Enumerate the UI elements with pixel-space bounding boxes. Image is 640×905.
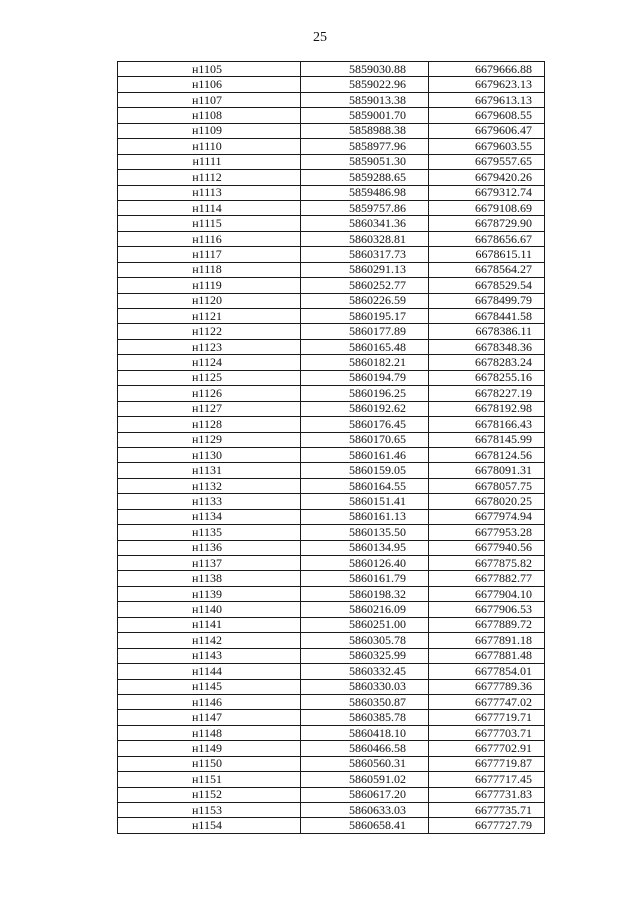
point-id-cell: н1147 xyxy=(118,710,301,725)
point-id-cell: н1129 xyxy=(118,432,301,447)
table-row xyxy=(118,216,545,231)
point-id-cell: н1145 xyxy=(118,679,301,694)
y-coordinate-cell: 6678124.56 xyxy=(429,447,545,462)
x-coordinate-cell: 5860126.40 xyxy=(301,556,429,571)
y-coordinate-cell: 6677854.01 xyxy=(429,664,545,679)
y-coordinate-cell: 6678656.67 xyxy=(429,231,545,246)
y-coordinate-cell: 6677719.87 xyxy=(429,756,545,771)
table-row xyxy=(118,293,545,308)
x-coordinate-cell: 5860198.32 xyxy=(301,586,429,601)
table-row xyxy=(118,108,545,123)
table-row xyxy=(118,710,545,725)
y-coordinate-cell: 6679312.74 xyxy=(429,185,545,200)
y-coordinate-cell: 6678499.79 xyxy=(429,293,545,308)
point-id-cell: н1149 xyxy=(118,741,301,756)
y-coordinate-cell: 6679623.13 xyxy=(429,77,545,92)
y-coordinate-cell: 6677735.71 xyxy=(429,803,545,818)
table-row xyxy=(118,725,545,740)
y-coordinate-cell: 6677940.56 xyxy=(429,540,545,555)
x-coordinate-cell: 5860332.45 xyxy=(301,664,429,679)
table-row xyxy=(118,617,545,632)
point-id-cell: н1128 xyxy=(118,417,301,432)
y-coordinate-cell: 6679606.47 xyxy=(429,123,545,138)
point-id-cell: н1105 xyxy=(118,62,301,77)
y-coordinate-cell: 6677875.82 xyxy=(429,556,545,571)
x-coordinate-cell: 5860317.73 xyxy=(301,247,429,262)
x-coordinate-cell: 5860466.58 xyxy=(301,741,429,756)
y-coordinate-cell: 6677953.28 xyxy=(429,525,545,540)
x-coordinate-cell: 5860330.03 xyxy=(301,679,429,694)
x-coordinate-cell: 5860385.78 xyxy=(301,710,429,725)
table-row xyxy=(118,432,545,447)
y-coordinate-cell: 6678386.11 xyxy=(429,324,545,339)
y-coordinate-cell: 6678564.27 xyxy=(429,262,545,277)
point-id-cell: н1134 xyxy=(118,509,301,524)
table-row xyxy=(118,154,545,169)
y-coordinate-cell: 6677889.72 xyxy=(429,617,545,632)
table-row xyxy=(118,447,545,462)
table-row xyxy=(118,370,545,385)
y-coordinate-cell: 6678192.98 xyxy=(429,401,545,416)
table-row xyxy=(118,401,545,416)
point-id-cell: н1106 xyxy=(118,77,301,92)
table-row xyxy=(118,571,545,586)
point-id-cell: н1131 xyxy=(118,463,301,478)
table-row xyxy=(118,200,545,215)
y-coordinate-cell: 6677891.18 xyxy=(429,633,545,648)
x-coordinate-cell: 5860177.89 xyxy=(301,324,429,339)
table-row xyxy=(118,185,545,200)
point-id-cell: н1121 xyxy=(118,309,301,324)
table-row xyxy=(118,123,545,138)
x-coordinate-cell: 5860135.50 xyxy=(301,525,429,540)
table-row xyxy=(118,648,545,663)
table-row xyxy=(118,463,545,478)
table-row xyxy=(118,540,545,555)
table-row xyxy=(118,262,545,277)
point-id-cell: н1138 xyxy=(118,571,301,586)
point-id-cell: н1141 xyxy=(118,617,301,632)
x-coordinate-cell: 5860176.45 xyxy=(301,417,429,432)
x-coordinate-cell: 5860216.09 xyxy=(301,602,429,617)
x-coordinate-cell: 5860161.79 xyxy=(301,571,429,586)
table-row xyxy=(118,756,545,771)
table-row xyxy=(118,339,545,354)
point-id-cell: н1123 xyxy=(118,339,301,354)
table-row xyxy=(118,324,545,339)
point-id-cell: н1150 xyxy=(118,756,301,771)
point-id-cell: н1144 xyxy=(118,664,301,679)
point-id-cell: н1120 xyxy=(118,293,301,308)
x-coordinate-cell: 5860182.21 xyxy=(301,355,429,370)
table-row xyxy=(118,586,545,601)
point-id-cell: н1126 xyxy=(118,386,301,401)
point-id-cell: н1132 xyxy=(118,478,301,493)
y-coordinate-cell: 6678020.25 xyxy=(429,494,545,509)
table-row xyxy=(118,556,545,571)
x-coordinate-cell: 5859051.30 xyxy=(301,154,429,169)
table-row xyxy=(118,92,545,107)
point-id-cell: н1119 xyxy=(118,278,301,293)
y-coordinate-cell: 6677702.91 xyxy=(429,741,545,756)
y-coordinate-cell: 6678057.75 xyxy=(429,478,545,493)
table-row xyxy=(118,633,545,648)
y-coordinate-cell: 6679613.13 xyxy=(429,92,545,107)
x-coordinate-cell: 5858977.96 xyxy=(301,139,429,154)
point-id-cell: н1135 xyxy=(118,525,301,540)
y-coordinate-cell: 6678145.99 xyxy=(429,432,545,447)
y-coordinate-cell: 6678529.54 xyxy=(429,278,545,293)
x-coordinate-cell: 5860251.00 xyxy=(301,617,429,632)
y-coordinate-cell: 6677789.36 xyxy=(429,679,545,694)
y-coordinate-cell: 6677703.71 xyxy=(429,725,545,740)
x-coordinate-cell: 5860165.48 xyxy=(301,339,429,354)
table-row xyxy=(118,772,545,787)
x-coordinate-cell: 5860170.65 xyxy=(301,432,429,447)
table-row xyxy=(118,170,545,185)
x-coordinate-cell: 5859288.65 xyxy=(301,170,429,185)
table-row xyxy=(118,664,545,679)
point-id-cell: н1140 xyxy=(118,602,301,617)
point-id-cell: н1137 xyxy=(118,556,301,571)
x-coordinate-cell: 5860196.25 xyxy=(301,386,429,401)
point-id-cell: н1113 xyxy=(118,185,301,200)
table-row xyxy=(118,417,545,432)
point-id-cell: н1151 xyxy=(118,772,301,787)
y-coordinate-cell: 6677727.79 xyxy=(429,818,545,833)
y-coordinate-cell: 6677974.94 xyxy=(429,509,545,524)
table-row xyxy=(118,602,545,617)
x-coordinate-cell: 5860325.99 xyxy=(301,648,429,663)
table-row xyxy=(118,787,545,802)
x-coordinate-cell: 5860560.31 xyxy=(301,756,429,771)
x-coordinate-cell: 5860159.05 xyxy=(301,463,429,478)
y-coordinate-cell: 6679608.55 xyxy=(429,108,545,123)
y-coordinate-cell: 6678227.19 xyxy=(429,386,545,401)
table-row xyxy=(118,509,545,524)
point-id-cell: н1153 xyxy=(118,803,301,818)
point-id-cell: н1108 xyxy=(118,108,301,123)
y-coordinate-cell: 6677717.45 xyxy=(429,772,545,787)
x-coordinate-cell: 5860591.02 xyxy=(301,772,429,787)
y-coordinate-cell: 6677904.10 xyxy=(429,586,545,601)
y-coordinate-cell: 6677719.71 xyxy=(429,710,545,725)
x-coordinate-cell: 5859022.96 xyxy=(301,77,429,92)
table-row xyxy=(118,494,545,509)
table-row xyxy=(118,525,545,540)
x-coordinate-cell: 5859757.86 xyxy=(301,200,429,215)
table-row xyxy=(118,278,545,293)
point-id-cell: н1116 xyxy=(118,231,301,246)
y-coordinate-cell: 6678255.16 xyxy=(429,370,545,385)
x-coordinate-cell: 5860658.41 xyxy=(301,818,429,833)
y-coordinate-cell: 6679108.69 xyxy=(429,200,545,215)
point-id-cell: н1152 xyxy=(118,787,301,802)
table-row xyxy=(118,231,545,246)
x-coordinate-cell: 5859001.70 xyxy=(301,108,429,123)
x-coordinate-cell: 5860195.17 xyxy=(301,309,429,324)
table-row xyxy=(118,386,545,401)
x-coordinate-cell: 5860161.46 xyxy=(301,447,429,462)
x-coordinate-cell: 5860617.20 xyxy=(301,787,429,802)
table-row xyxy=(118,77,545,92)
table-row xyxy=(118,355,545,370)
y-coordinate-cell: 6679420.26 xyxy=(429,170,545,185)
table-row xyxy=(118,247,545,262)
y-coordinate-cell: 6678348.36 xyxy=(429,339,545,354)
page-number: 25 xyxy=(313,30,327,45)
x-coordinate-cell: 5860252.77 xyxy=(301,278,429,293)
point-id-cell: н1143 xyxy=(118,648,301,663)
x-coordinate-cell: 5860134.95 xyxy=(301,540,429,555)
point-id-cell: н1112 xyxy=(118,170,301,185)
table-row xyxy=(118,694,545,709)
x-coordinate-cell: 5860418.10 xyxy=(301,725,429,740)
table-row xyxy=(118,679,545,694)
y-coordinate-cell: 6679557.65 xyxy=(429,154,545,169)
point-id-cell: н1142 xyxy=(118,633,301,648)
table-row xyxy=(118,818,545,833)
point-id-cell: н1110 xyxy=(118,139,301,154)
x-coordinate-cell: 5860161.13 xyxy=(301,509,429,524)
x-coordinate-cell: 5860291.13 xyxy=(301,262,429,277)
point-id-cell: н1115 xyxy=(118,216,301,231)
point-id-cell: н1130 xyxy=(118,447,301,462)
y-coordinate-cell: 6678283.24 xyxy=(429,355,545,370)
point-id-cell: н1139 xyxy=(118,586,301,601)
point-id-cell: н1127 xyxy=(118,401,301,416)
y-coordinate-cell: 6677906.53 xyxy=(429,602,545,617)
point-id-cell: н1117 xyxy=(118,247,301,262)
x-coordinate-cell: 5859030.88 xyxy=(301,62,429,77)
point-id-cell: н1107 xyxy=(118,92,301,107)
y-coordinate-cell: 6677731.83 xyxy=(429,787,545,802)
point-id-cell: н1111 xyxy=(118,154,301,169)
table-row xyxy=(118,803,545,818)
table-row xyxy=(118,741,545,756)
x-coordinate-cell: 5860164.55 xyxy=(301,478,429,493)
y-coordinate-cell: 6679603.55 xyxy=(429,139,545,154)
x-coordinate-cell: 5860341.36 xyxy=(301,216,429,231)
x-coordinate-cell: 5859013.38 xyxy=(301,92,429,107)
y-coordinate-cell: 6678166.43 xyxy=(429,417,545,432)
x-coordinate-cell: 5859486.98 xyxy=(301,185,429,200)
coordinates-table-body xyxy=(118,62,545,834)
point-id-cell: н1122 xyxy=(118,324,301,339)
point-id-cell: н1136 xyxy=(118,540,301,555)
y-coordinate-cell: 6678441.58 xyxy=(429,309,545,324)
point-id-cell: н1118 xyxy=(118,262,301,277)
y-coordinate-cell: 6677881.48 xyxy=(429,648,545,663)
point-id-cell: н1146 xyxy=(118,694,301,709)
table-row xyxy=(118,309,545,324)
table-row xyxy=(118,139,545,154)
y-coordinate-cell: 6677747.02 xyxy=(429,694,545,709)
y-coordinate-cell: 6677882.77 xyxy=(429,571,545,586)
point-id-cell: н1154 xyxy=(118,818,301,833)
x-coordinate-cell: 5860151.41 xyxy=(301,494,429,509)
coordinates-table xyxy=(117,61,545,834)
y-coordinate-cell: 6678091.31 xyxy=(429,463,545,478)
point-id-cell: н1148 xyxy=(118,725,301,740)
point-id-cell: н1125 xyxy=(118,370,301,385)
x-coordinate-cell: 5860194.79 xyxy=(301,370,429,385)
point-id-cell: н1109 xyxy=(118,123,301,138)
table-row xyxy=(118,62,545,77)
y-coordinate-cell: 6679666.88 xyxy=(429,62,545,77)
y-coordinate-cell: 6678729.90 xyxy=(429,216,545,231)
point-id-cell: н1133 xyxy=(118,494,301,509)
table-row xyxy=(118,478,545,493)
point-id-cell: н1114 xyxy=(118,200,301,215)
x-coordinate-cell: 5860328.81 xyxy=(301,231,429,246)
x-coordinate-cell: 5860192.62 xyxy=(301,401,429,416)
x-coordinate-cell: 5860305.78 xyxy=(301,633,429,648)
x-coordinate-cell: 5858988.38 xyxy=(301,123,429,138)
y-coordinate-cell: 6678615.11 xyxy=(429,247,545,262)
x-coordinate-cell: 5860226.59 xyxy=(301,293,429,308)
point-id-cell: н1124 xyxy=(118,355,301,370)
x-coordinate-cell: 5860350.87 xyxy=(301,694,429,709)
x-coordinate-cell: 5860633.03 xyxy=(301,803,429,818)
